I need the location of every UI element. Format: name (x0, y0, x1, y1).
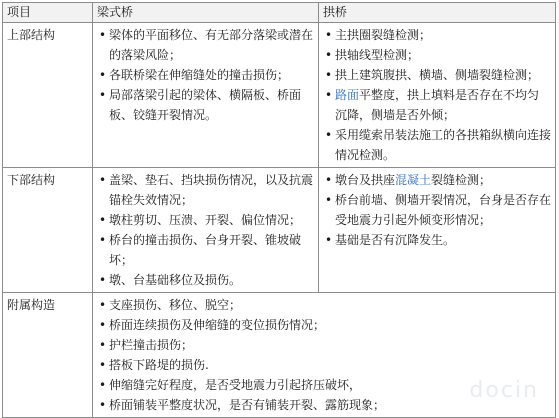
bullet-icon: • (99, 273, 107, 287)
arch-bridge-item (323, 230, 551, 250)
row-category: 上部结构 (3, 23, 93, 168)
bullet-icon: • (325, 28, 333, 42)
bullet-icon: • (99, 358, 107, 372)
arch-bridge-item (323, 25, 551, 45)
header-row (3, 3, 556, 23)
bullet-icon: • (99, 318, 107, 332)
header-arch-bridge: 拱桥 (319, 3, 556, 23)
beam-bridge-item (97, 170, 314, 210)
bullet-icon: • (99, 28, 107, 42)
table-row (3, 168, 556, 293)
bullet-icon: • (325, 48, 333, 62)
ancillary-item (97, 315, 551, 335)
bullet-icon: • (99, 233, 107, 247)
arch-bridge-item-text: 拱轴线型检测； (335, 48, 420, 62)
bullet-icon: • (99, 338, 107, 352)
bullet-icon: • (325, 128, 333, 142)
beam-bridge-item-text: 局部落梁引起的梁体、横隔板、桥面板、铰缝开裂情况。 (109, 88, 302, 122)
table-row (3, 23, 556, 168)
beam-bridge-item-text: 各联桥梁在伸缩缝处的撞击损伤； (109, 68, 290, 82)
beam-bridge-item (97, 230, 314, 270)
header-item: 项目 (3, 3, 93, 23)
ancillary-item-text: 桥面铺装平整度状况，是否有铺装开裂、露筋现象； (109, 398, 386, 412)
bullet-icon: • (325, 68, 333, 82)
bullet-icon: • (99, 378, 107, 392)
arch-bridge-item (323, 65, 551, 85)
beam-bridge-item (97, 270, 314, 290)
arch-bridge-cell (319, 23, 556, 168)
arch-bridge-item (323, 125, 551, 165)
arch-bridge-item-text: 拱上建筑腹拱、横墙、侧墙裂缝检测； (335, 68, 540, 82)
beam-bridge-item-text: 盖梁、垫石、挡块损伤情况，以及抗震锚栓失效情况； (109, 173, 314, 207)
bullet-icon: • (325, 233, 333, 247)
bullet-icon: • (99, 68, 107, 82)
ancillary-item (97, 295, 551, 315)
arch-bridge-item (323, 170, 551, 190)
arch-bridge-item-text: 桥台前墙、侧墙开裂情况，台身是否存在受地震力引起外倾变形情况； (335, 193, 552, 227)
watermark-logo: docin (469, 378, 539, 403)
inspection-table (2, 2, 556, 418)
beam-bridge-item (97, 85, 314, 125)
beam-bridge-item-text: 墩柱剪切、压溃、开裂、偏位情况； (109, 213, 302, 227)
beam-bridge-item-text: 桥台的撞击损伤、台身开裂、锥坡破坏； (109, 233, 302, 267)
arch-bridge-item (323, 190, 551, 230)
arch-bridge-item-text: 基础是否有沉降发生。 (335, 233, 456, 247)
arch-bridge-item (323, 45, 551, 65)
highlighted-term: 混凝土 (395, 173, 432, 187)
beam-bridge-item (97, 210, 314, 230)
header-beam-bridge: 梁式桥 (93, 3, 319, 23)
ancillary-item-text: 伸缩缝完好程度，是否受地震力引起挤压破坏， (109, 378, 362, 392)
ancillary-item (97, 335, 551, 355)
bullet-icon: • (99, 398, 107, 412)
beam-bridge-item-text: 梁体的平面移位、有无部分落梁或潜在的落梁风险； (109, 28, 314, 62)
bullet-icon: • (99, 173, 107, 187)
bullet-icon: • (99, 88, 107, 102)
beam-bridge-item (97, 65, 314, 85)
ancillary-item-text: 支座损伤、移位、脱空； (109, 298, 242, 312)
arch-bridge-item (323, 85, 551, 125)
arch-bridge-item-text: 采用缆索吊装法施工的各拱箱纵横向连接情况检测。 (335, 128, 552, 162)
arch-bridge-cell (319, 168, 556, 293)
ancillary-item-text: 搭板下路堤的损伤. (109, 358, 209, 372)
bullet-icon: • (99, 213, 107, 227)
arch-bridge-item-text: 墩台及拱座混凝土裂缝检测； (335, 173, 492, 187)
bullet-icon: • (325, 193, 333, 207)
beam-bridge-cell (93, 168, 319, 293)
row-category: 附属构造 (3, 293, 93, 418)
beam-bridge-item-text: 墩、台基础移位及损伤。 (109, 273, 242, 287)
bullet-icon: • (99, 298, 107, 312)
row-category: 下部结构 (3, 168, 93, 293)
beam-bridge-cell (93, 23, 319, 168)
highlighted-term: 路面 (335, 88, 360, 102)
beam-bridge-item (97, 25, 314, 65)
bullet-icon: • (325, 88, 333, 102)
ancillary-item-text: 桥面连续损伤及伸缩缝的变位损伤情况； (109, 318, 326, 332)
arch-bridge-item-text: 路面平整度，拱上填料是否存在不均匀沉降，侧墙是否外倾； (335, 88, 540, 122)
arch-bridge-item-text: 主拱圈裂缝检测； (335, 28, 432, 42)
bullet-icon: • (325, 173, 333, 187)
ancillary-item-text: 护栏撞击损伤； (109, 338, 194, 352)
ancillary-item (97, 355, 551, 375)
